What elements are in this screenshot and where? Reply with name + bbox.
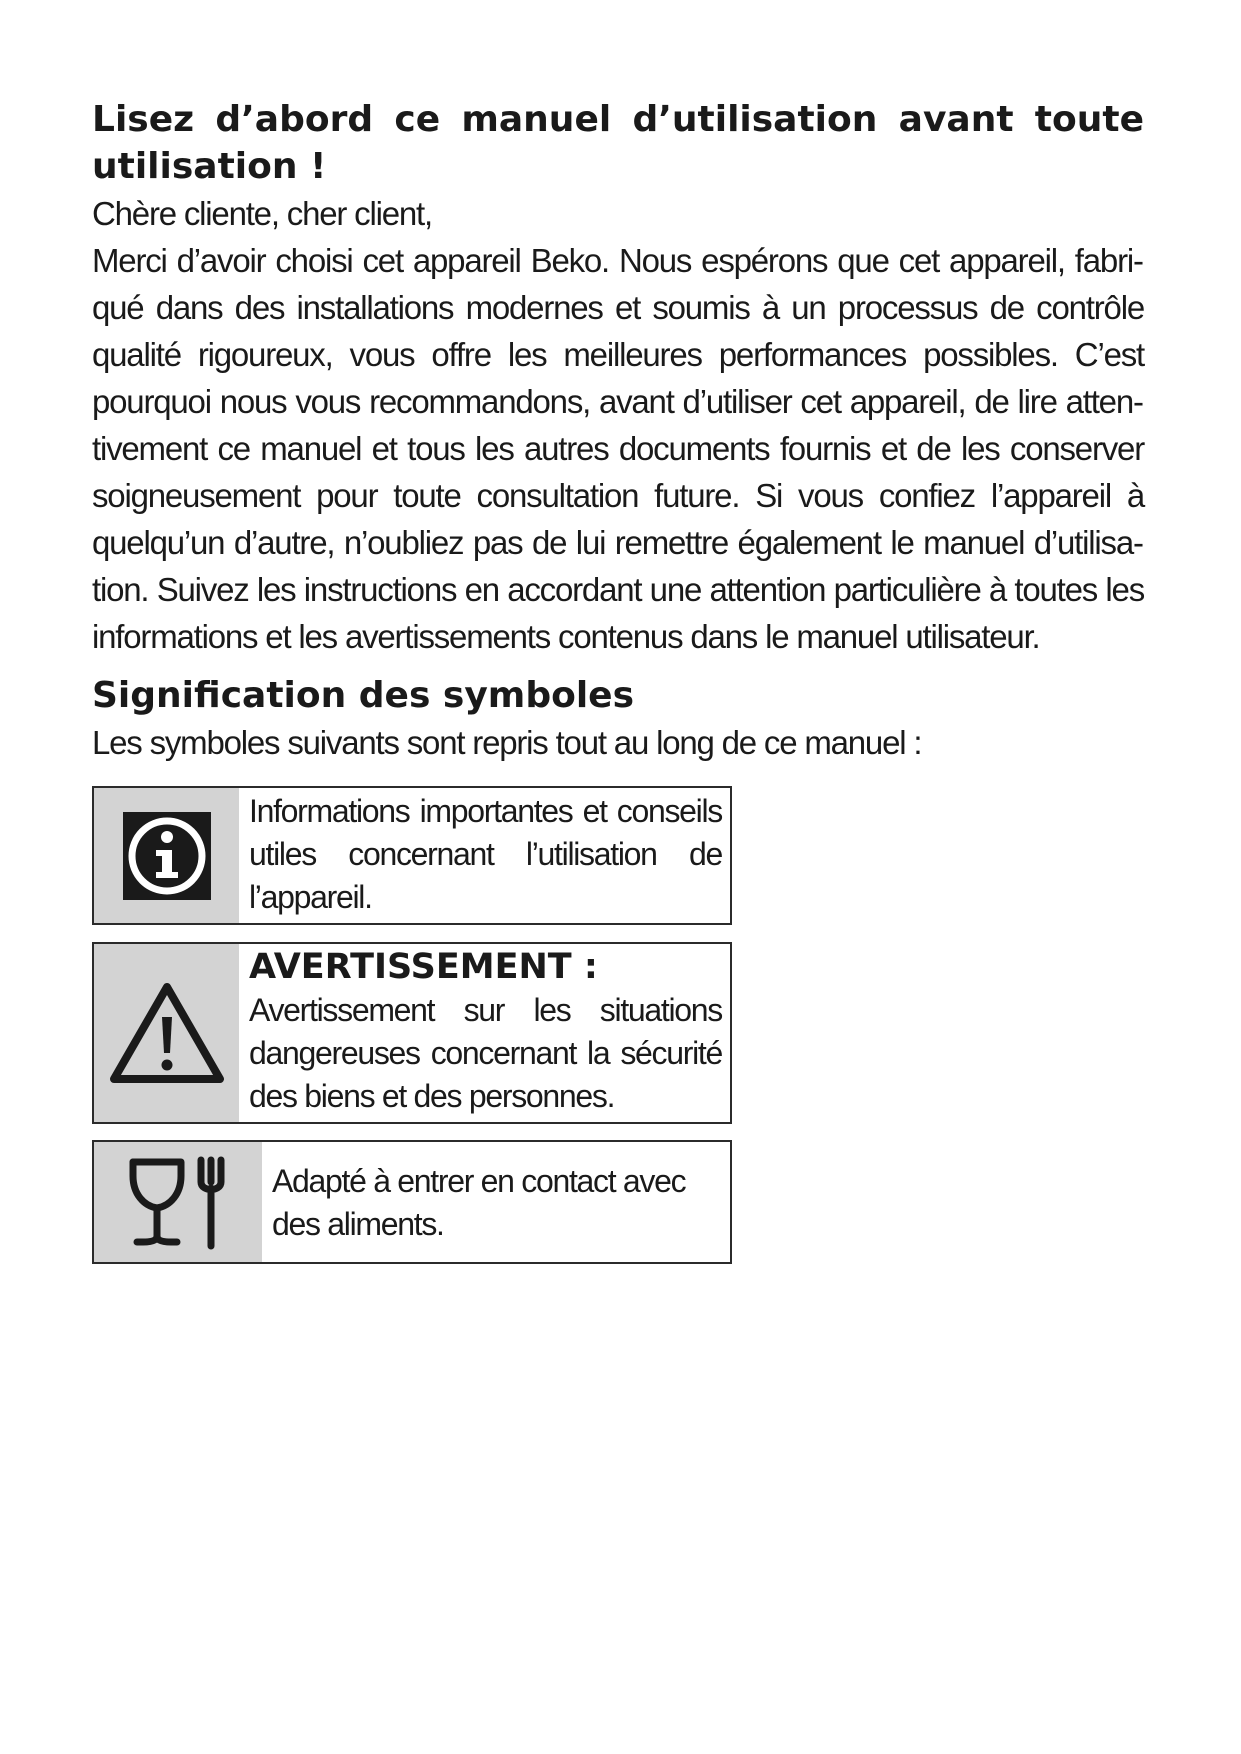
symbols-section-intro: Les symboles suivants sont repris tout au long de ce manuel : — [92, 724, 922, 761]
greeting: Chère cliente, cher client, — [92, 195, 432, 232]
intro-paragraph: Merci d’avoir choisi cet appareil Beko. Nous espérons que cet appareil, fabriqué dans des installations modernes et soumis à un processus de contrôle qualité rigoureux, vous offre les meilleures performances possibles. C’est pourquoi nous vous recommandons, avant d’utiliser cet appareil, de lire attentivement ce manuel et tous les autres documents fournis et de les conserver soigneusement pour toute consultation future. Si vous confiez l’appareil à quelqu’un d’autre, n’oubliez pas de lui remettre également le manuel d’utilisation. Suivez les instructions en accordant une attention particulière à toutes les informations et les avertissements contenus dans le manuel utilisateur. — [92, 242, 1144, 655]
symbol-box-food-safe — [92, 1140, 732, 1264]
symbol-cell — [94, 1142, 262, 1262]
symbol-text: Adapté à entrer en contact avec des aliments. — [272, 1163, 686, 1242]
warning-text: Avertissement sur les situations dangereuses concernant la sécurité des biens et des personnes. — [249, 992, 722, 1114]
symbol-text: Informations importantes et conseils utiles concernant l’utilisation de l’appareil. — [249, 793, 722, 915]
warning-icon — [108, 981, 226, 1085]
symbol-box-warning — [92, 942, 732, 1124]
symbols-section-title: Signification des symboles — [92, 675, 635, 716]
symbol-text — [239, 944, 730, 1122]
food-safe-icon — [123, 1154, 233, 1250]
symbol-box-info — [92, 786, 732, 925]
warning-heading: AVERTISSEMENT : — [249, 947, 598, 987]
symbol-cell — [94, 788, 239, 923]
info-icon — [123, 812, 211, 900]
page-content — [92, 96, 1144, 766]
symbol-cell — [94, 944, 239, 1122]
page-title: Lisez d’abord ce manuel d’utilisation avant toute utilisation ! — [92, 99, 1144, 187]
